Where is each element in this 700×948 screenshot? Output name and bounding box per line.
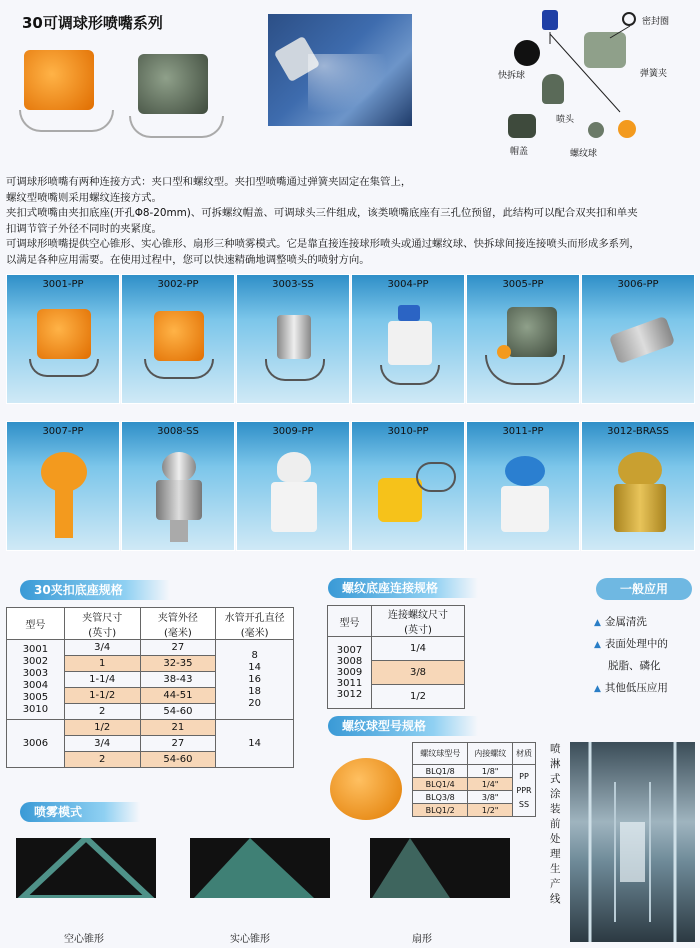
product-label: 3008-SS xyxy=(157,426,199,437)
hole-cell: 8 14 16 18 20 xyxy=(216,640,294,720)
section-heading-spray-modes: 喷雾模式 xyxy=(20,802,140,822)
table-cell: 3/4 xyxy=(64,640,140,656)
parts-connector-lines xyxy=(470,4,698,164)
table-cell: 32-35 xyxy=(140,656,216,672)
product-cell-3005 xyxy=(466,274,580,404)
table-cell: 3/4 xyxy=(64,736,140,752)
photo-green-clamp-nozzle xyxy=(124,40,234,140)
table-cell: 2 xyxy=(64,752,140,768)
table-cell: 3/8" xyxy=(468,791,513,804)
spray-label: 空心锥形 xyxy=(64,934,104,945)
table-cell: 27 xyxy=(140,640,216,656)
product-cell-3004 xyxy=(351,274,465,404)
table-cell: 2 xyxy=(64,704,140,720)
table-header: 夹管外径 (毫米) xyxy=(140,608,216,640)
section-heading-thread-base: 螺纹底座连接规格 xyxy=(328,578,478,598)
table-header: 材质 xyxy=(513,743,536,765)
section-heading-clamp-base: 30夹扣底座规格 xyxy=(20,580,170,600)
table-cell: 1 xyxy=(64,656,140,672)
label-seal-ring: 密封圈 xyxy=(642,17,670,27)
hole-cell: 14 xyxy=(216,720,294,768)
product-label: 3005-PP xyxy=(502,279,544,290)
table-cell: BLQ1/4 xyxy=(413,778,468,791)
intro-line: 夹扣式喷嘴由夹扣底座(开孔Φ8-20mm)、可拆螺纹帽盖、可调球头三件组成，该类喷嘴底座有三孔位预留，此结构可以配合双夹扣和单夹 xyxy=(6,207,638,219)
application-item: ▲ 表面处理中的 xyxy=(594,638,668,650)
label-quick-ball: 快拆球 xyxy=(498,71,526,81)
triangle-bullet-icon: ▲ xyxy=(594,618,601,628)
triangle-bullet-icon: ▲ xyxy=(594,640,601,650)
application-item: ▲ 其他低压应用 xyxy=(594,682,668,694)
spray-full-cone-photo xyxy=(190,838,330,898)
product-cell-3007 xyxy=(6,421,120,551)
table-header: 型号 xyxy=(328,606,372,637)
table-cell: 38-43 xyxy=(140,672,216,688)
spray-hollow-cone-photo xyxy=(16,838,156,898)
product-label: 3007-PP xyxy=(42,426,84,437)
table-cell: 54-60 xyxy=(140,752,216,768)
clamp-spec-table xyxy=(6,607,294,768)
application-item: ▲ 金属清洗 xyxy=(594,616,647,628)
product-label: 3009-PP xyxy=(272,426,314,437)
intro-line: 可调球形喷嘴有两种连接方式：夹口型和螺纹型。夹扣型喷嘴通过弹簧夹固定在集管上， xyxy=(6,176,412,188)
table-header: 夹管尺寸 (英寸) xyxy=(64,608,140,640)
table-header: 内接螺纹 xyxy=(468,743,513,765)
parts-diagram xyxy=(470,4,698,164)
thread-ball-photo xyxy=(330,758,402,820)
table-cell: 1/2 xyxy=(372,685,465,709)
model-cell: 3007 3008 3009 3011 3012 xyxy=(328,637,372,709)
triangle-bullet-icon: ▲ xyxy=(594,684,601,694)
product-cell-3010 xyxy=(351,421,465,551)
label-spring-clip: 弹簧夹 xyxy=(640,69,668,79)
photo-orange-clamp-nozzle xyxy=(14,40,124,140)
label-nozzle-head: 喷头 xyxy=(556,115,575,125)
application-item: 脱脂、磷化 xyxy=(608,660,661,672)
production-line-photo xyxy=(570,742,695,942)
section-heading-thread-ball: 螺纹球型号规格 xyxy=(328,716,478,736)
product-label: 3006-PP xyxy=(617,279,659,290)
table-header: 型号 xyxy=(7,608,65,640)
table-cell: 3/8 xyxy=(372,661,465,685)
spray-label: 扇形 xyxy=(412,934,432,945)
table-cell: BLQ1/2 xyxy=(413,804,468,817)
intro-line: 以满足各种应用需要。在使用过程中，您可以快速精确地调整喷头的喷射方向。 xyxy=(6,253,370,266)
table-cell: 1/4 xyxy=(372,637,465,661)
production-line-caption: 喷淋式涂装前处理生产线 xyxy=(550,743,561,905)
product-cell-3009 xyxy=(236,421,350,551)
product-cell-3001 xyxy=(6,274,120,404)
table-cell: BLQ1/8 xyxy=(413,765,468,778)
intro-line: 螺纹型喷嘴则采用螺纹连接方式。 xyxy=(6,191,162,204)
product-cell-3002 xyxy=(121,274,235,404)
table-cell: 44-51 xyxy=(140,688,216,704)
spray-label: 实心锥形 xyxy=(230,934,270,945)
product-cell-3011 xyxy=(466,421,580,551)
model-cell: 3006 xyxy=(7,720,65,768)
table-cell: 27 xyxy=(140,736,216,752)
product-label: 3004-PP xyxy=(387,279,429,290)
label-cap: 帽盖 xyxy=(510,147,529,157)
table-cell: 21 xyxy=(140,720,216,736)
table-cell: 1/4" xyxy=(468,778,513,791)
label-thread-ball: 螺纹球 xyxy=(570,149,598,159)
intro-text xyxy=(6,175,694,268)
table-cell: 1-1/2 xyxy=(64,688,140,704)
table-cell: 1-1/4 xyxy=(64,672,140,688)
flat-fan-spray xyxy=(370,838,510,898)
table-cell: 1/2 xyxy=(64,720,140,736)
product-label: 3012-BRASS xyxy=(607,426,669,437)
table-cell: 1/2" xyxy=(468,804,513,817)
table-cell: 1/8" xyxy=(468,765,513,778)
product-label: 3002-PP xyxy=(157,279,199,290)
section-heading-applications: 一般应用 xyxy=(596,578,692,600)
table-header: 水管开孔直径 (毫米) xyxy=(216,608,294,640)
material-cell: PP PPR SS xyxy=(513,765,536,817)
full-cone-spray xyxy=(190,838,330,898)
table-cell: BLQ3/8 xyxy=(413,791,468,804)
product-cell-3012 xyxy=(581,421,695,551)
product-label: 3001-PP xyxy=(42,279,84,290)
thread-base-table xyxy=(327,605,465,709)
thread-ball-table xyxy=(412,742,536,817)
product-label: 3003-SS xyxy=(272,279,314,290)
product-label: 3011-PP xyxy=(502,426,544,437)
product-cell-3003 xyxy=(236,274,350,404)
product-label: 3010-PP xyxy=(387,426,429,437)
production-line-pipes xyxy=(570,742,695,942)
table-cell: 54-60 xyxy=(140,704,216,720)
product-cell-3008 xyxy=(121,421,235,551)
model-cell: 3001 3002 3003 3004 3005 3010 xyxy=(7,640,65,720)
photo-spray-closeup xyxy=(268,14,412,126)
spray-flat-fan-photo xyxy=(370,838,510,898)
page-title: 30可调球形喷嘴系列 xyxy=(22,14,163,32)
intro-line: 扣调节管子外径不同时的夹紧度。 xyxy=(6,222,162,235)
table-header: 连接螺纹尺寸 (英寸) xyxy=(372,606,465,637)
product-cell-3006 xyxy=(581,274,695,404)
table-header: 螺纹球型号 xyxy=(413,743,468,765)
intro-line: 可调球形喷嘴提供空心锥形、实心锥形、扇形三种喷雾模式。它是靠直接连接球形喷头或通过螺纹球、快拆球间接连接喷头而形成多系列， xyxy=(6,238,640,250)
hollow-cone-spray xyxy=(16,838,156,898)
